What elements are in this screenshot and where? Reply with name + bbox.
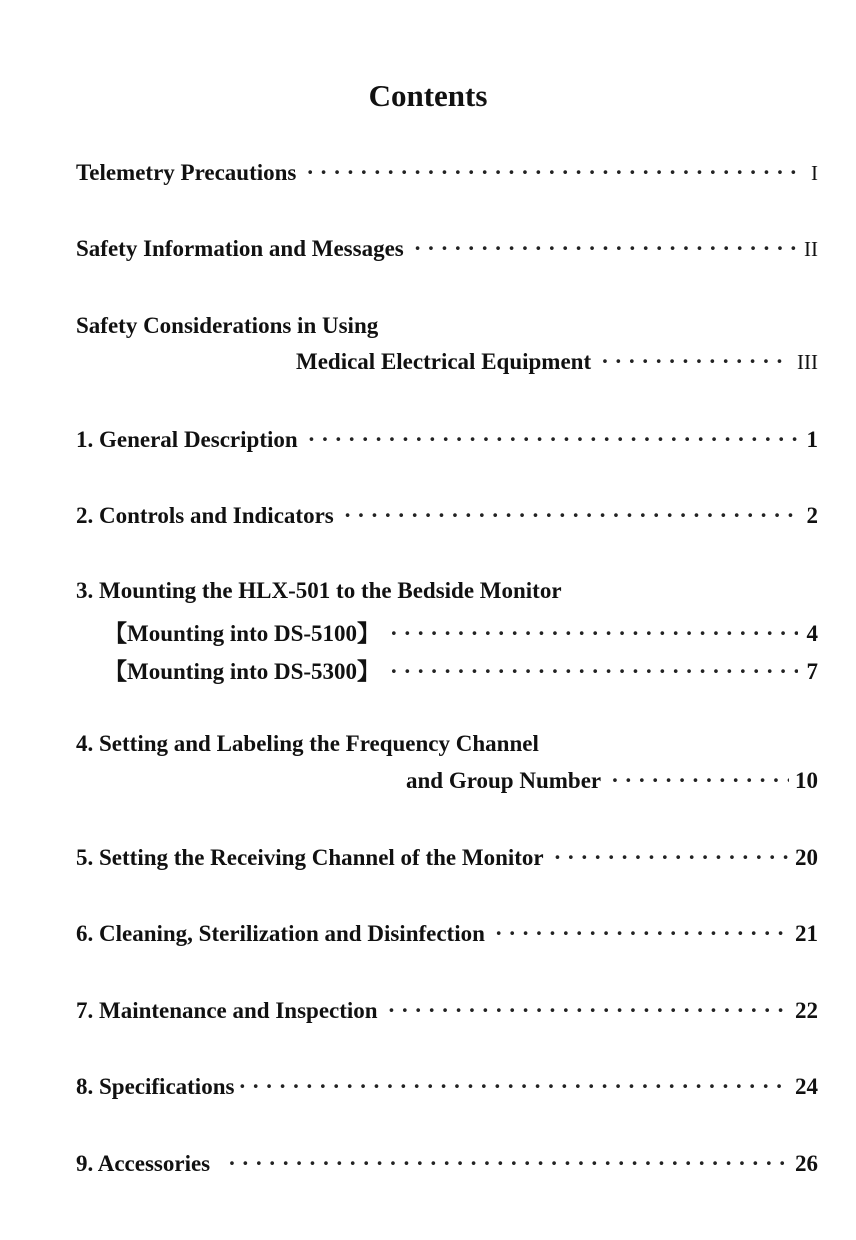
toc-entry-specifications (76, 1074, 818, 1100)
toc-entry-label: 【Mounting into DS-5100】 (104, 621, 381, 646)
toc-entry-page: 4 (806, 621, 818, 646)
toc-entry-page: 20 (795, 845, 818, 870)
toc-entry-safety-information (76, 236, 818, 262)
toc-entry-controls-indicators (76, 503, 818, 529)
toc-leader-dots (601, 349, 791, 375)
toc-entry-safety-considerations (296, 349, 818, 375)
toc-leader-dots (344, 503, 798, 529)
toc-entry-page: 1 (806, 427, 818, 452)
toc-leader-dots (554, 845, 789, 871)
toc-entry-page: 10 (795, 768, 818, 793)
toc-entry-page: 22 (795, 998, 818, 1023)
toc-entry-accessories (76, 1151, 818, 1177)
toc-leader-dots (308, 427, 798, 453)
toc-entry-label: Telemetry Precautions (76, 160, 297, 185)
toc-entry-label: and Group Number (406, 768, 602, 793)
toc-entry-label: 【Mounting into DS-5300】 (104, 659, 381, 684)
toc-entry-page: 2 (806, 503, 818, 528)
toc-entry-mounting-ds5100 (104, 615, 818, 648)
toc-entry-setting-labeling (406, 768, 818, 794)
toc-entry-maintenance (76, 998, 818, 1024)
toc-entry-label: 1. General Description (76, 427, 298, 452)
toc-leader-dots (414, 236, 798, 262)
toc-entry-telemetry-precautions (76, 160, 818, 186)
toc-leader-dots (228, 1151, 789, 1177)
toc-leader-dots (611, 768, 789, 794)
toc-entry-label: Safety Information and Messages (76, 236, 404, 261)
toc-leader-dots (306, 160, 798, 186)
toc-entry-general-description (76, 427, 818, 453)
toc-entry-page: 24 (795, 1074, 818, 1099)
toc-entry-page: 21 (795, 921, 818, 946)
toc-entry-label: 9. Accessories (76, 1151, 211, 1176)
toc-entry-page: 7 (806, 659, 818, 684)
toc-entry-page: III (797, 350, 818, 374)
toc-entry-mounting-line1: 3. Mounting the HLX-501 to the Bedside Monitor (76, 578, 562, 603)
toc-leader-dots (238, 1074, 789, 1100)
toc-leader-dots (495, 921, 789, 947)
toc-entry-page: 26 (795, 1151, 818, 1176)
page-title: Contents (368, 78, 488, 113)
toc-entry-page: II (804, 237, 818, 261)
toc-entry-label: 2. Controls and Indicators (76, 503, 334, 528)
toc-entry-mounting-ds5300 (104, 653, 818, 686)
toc-entry-page: I (811, 161, 818, 185)
toc-entry-safety-considerations-line1: Safety Considerations in Using (76, 313, 379, 338)
toc-entry-receiving-channel (76, 845, 818, 871)
toc-entry-label: Medical Electrical Equipment (296, 349, 592, 374)
toc-leader-dots (388, 998, 789, 1024)
toc-entry-label: 6. Cleaning, Sterilization and Disinfection (76, 921, 485, 946)
toc-leader-dots (390, 659, 798, 685)
toc-entry-label: 7. Maintenance and Inspection (76, 998, 378, 1023)
toc-entry-label: 5. Setting the Receiving Channel of the Monitor (76, 845, 544, 870)
toc-entry-cleaning (76, 921, 818, 947)
toc-entry-label: 8. Specifications (76, 1074, 235, 1099)
toc-entry-setting-labeling-line1: 4. Setting and Labeling the Frequency Channel (76, 731, 539, 756)
toc-leader-dots (390, 621, 798, 647)
